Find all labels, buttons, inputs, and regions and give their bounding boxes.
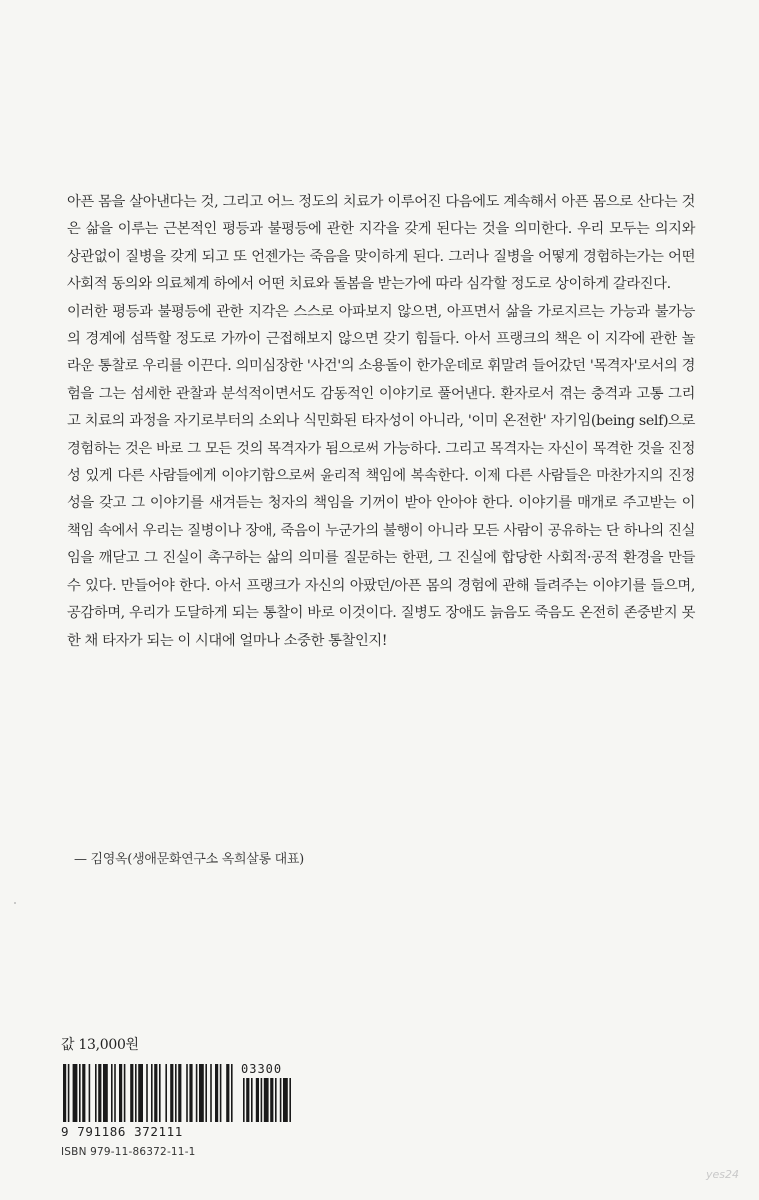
blurb-text	[67, 189, 695, 655]
barcode-digits: 9 791186 372111	[61, 1124, 183, 1139]
barcode-addon-code: 03300	[241, 1062, 283, 1076]
attribution: — 김영옥(생애문화연구소 옥희살롱 대표)	[74, 852, 304, 867]
price-label: 값 13,000원	[61, 1037, 139, 1053]
blurb-paragraph-1: 아픈 몸을 살아낸다는 것, 그리고 어느 정도의 치료가 이루어진 다음에도 계속해서 아픈 몸으로 산다는 것은 삶을 이루는 근본적인 평등과 불평등에 관한 지각을 갖게 된다는 것을 의미한다. 우리 모두는 의지와 상관없이 질병을 갖게 되고 또 언젠가는 죽음을 맞이하게 된다. 그러나 질병을 어떻게 경험하는가는 어떤 사회적 동의와 의료체계 하에서 어떤 치료와 돌봄을 받는가에 따라 심각할 정도로 상이하게 갈라진다.	[67, 194, 695, 293]
blurb-paragraph-2: 이러한 평등과 불평등에 관한 지각은 스스로 아파보지 않으면, 아프면서 삶을 가로지르는 가능과 불가능의 경계에 섬뜩할 정도로 가까이 근접해보지 않으면 갖기 힘들다. 아서 프랭크의 책은 이 지각에 관한 놀라운 통찰로 우리를 이끈다. 의미심장한 '사건'의 소용돌이 한가운데로 휘말려 들어갔던 '목격자'로서의 경험을 그는 섬세한 관찰과 분석적이면서도 감동적인 이야기로 풀어낸다. 환자로서 겪는 충격과 고통 그리고 치료의 과정을 자기로부터의 소외나 식민화된 타자성이 아니라, '이미 온전한' 자기임(being self)으로 경험하는 것은 바로 그 모든 것의 목격자가 됨으로써 가능하다. 그리고 목격자는 자신이 목격한 것을 진정성 있게 다른 사람들에게 이야기함으로써 윤리적 책임에 복속한다. 이제 다른 사람들은 마찬가지의 진정성을 갖고 그 이야기를 새겨듣는 청자의 책임을 기꺼이 받아 안아야 한다. 이야기를 매개로 주고받는 이 책임 속에서 우리는 질병이나 장애, 죽음이 누군가의 불행이 아니라 모든 사람이 공유하는 단 하나의 진실임을 깨닫고 그 진실이 촉구하는 삶의 의미를 질문하는 한편, 그 진실에 합당한 사회적·공적 환경을 만들 수 있다. 만들어야 한다. 아서 프랭크가 자신의 아팠던/아픈 몸의 경험에 관해 들려주는 이야기를 들으며, 공감하며, 우리가 도달하게 되는 통찰이 바로 이것이다. 질병도 장애도 늙음도 죽음도 온전히 존중받지 못한 채 타자가 되는 이 시대에 얼마나 소중한 통찰인지!	[67, 303, 695, 649]
barcode-block	[61, 1062, 301, 1172]
watermark-logo: yes24	[706, 1168, 740, 1181]
isbn-label: ISBN 979-11-86372-11-1	[61, 1146, 196, 1158]
speck	[14, 902, 16, 904]
